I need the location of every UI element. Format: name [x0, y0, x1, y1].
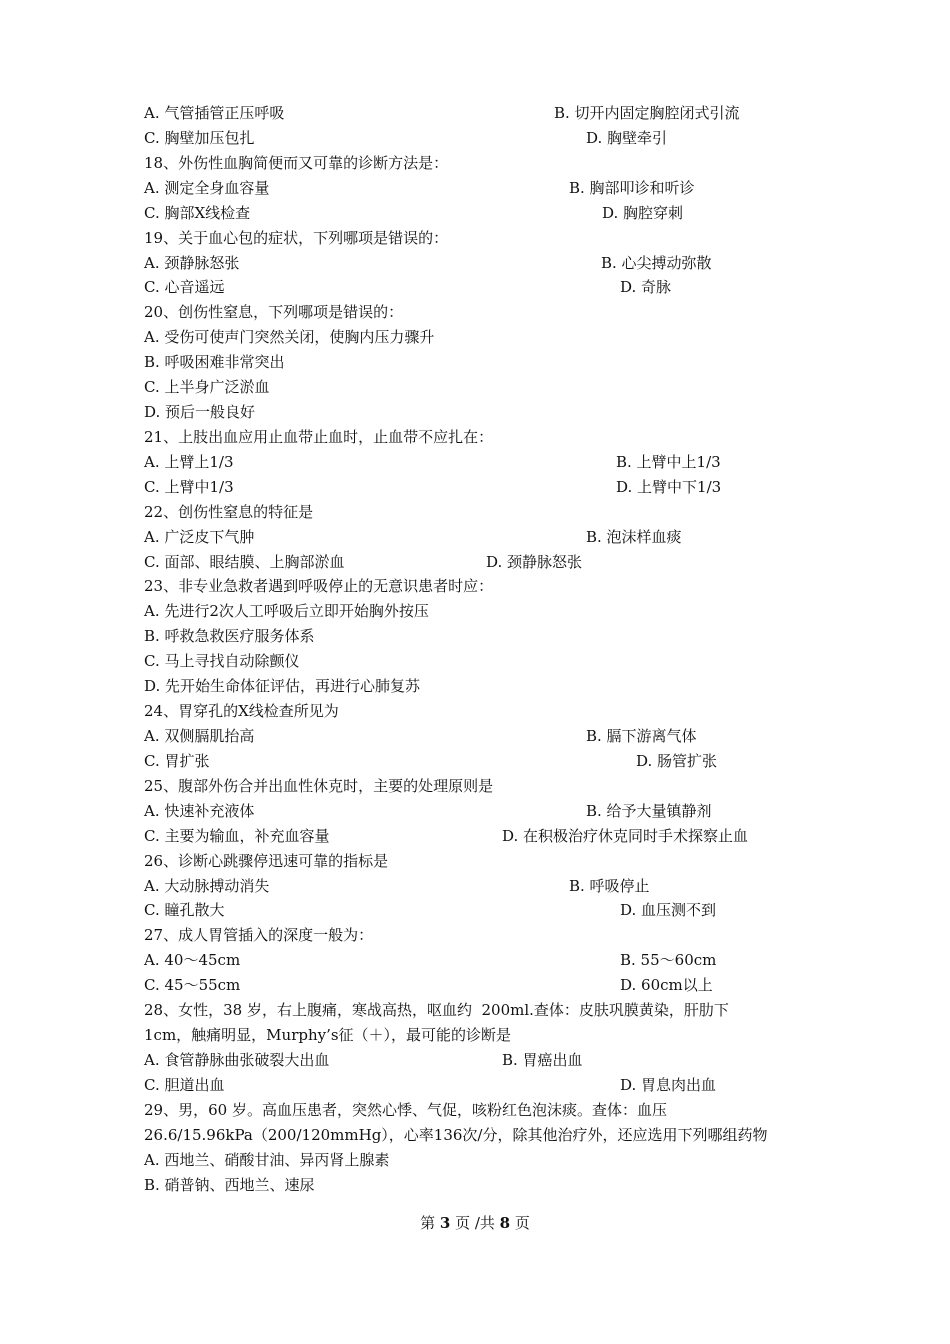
option-right: B. 上臂中上1/3	[616, 453, 721, 471]
option-row	[144, 950, 824, 970]
question-line: 23、非专业急救者遇到呼吸停止的无意识患者时应：	[144, 577, 494, 595]
option-right: B. 切开内固定胸腔闭式引流	[554, 104, 740, 122]
option-left: A. 快速补充液体	[144, 802, 255, 820]
option-row	[144, 1050, 824, 1070]
option-row	[144, 726, 824, 746]
option-left: C. 胆道出血	[144, 1076, 225, 1094]
footer-prefix: 第	[420, 1214, 440, 1232]
option-left: A. 测定全身血容量	[144, 179, 270, 197]
option-right: D. 胸腔穿刺	[602, 204, 684, 222]
option-right: B. 膈下游离气体	[586, 727, 697, 745]
footer-total-pages: 8	[499, 1214, 511, 1232]
question-line: D. 先开始生命体征评估，再进行心肺复苏	[144, 677, 421, 695]
option-left: C. 胸部X线检查	[144, 204, 251, 222]
question-line: A. 受伤可使声门突然关闭，使胸内压力骤升	[144, 328, 435, 346]
option-right: D. 奇脉	[620, 278, 672, 296]
question-line: C. 上半身广泛淤血	[144, 378, 270, 396]
option-left: C. 面部、眼结膜、上胸部淤血	[144, 553, 345, 571]
option-left: A. 上臂上1/3	[144, 453, 234, 471]
option-row	[144, 128, 824, 148]
option-row	[144, 277, 824, 297]
option-right: B. 呼吸停止	[569, 877, 650, 895]
option-left: A. 40～45cm	[144, 951, 241, 969]
option-row	[144, 1075, 824, 1095]
option-left: C. 上臂中1/3	[144, 478, 234, 496]
option-left: C. 主要为输血，补充血容量	[144, 827, 330, 845]
option-row	[144, 178, 824, 198]
option-right: B. 胸部叩诊和听诊	[569, 179, 695, 197]
question-line: 29、男，60 岁。高血压患者，突然心悸、气促，咳粉红色泡沫痰。查体：血压	[144, 1101, 667, 1119]
option-left: C. 胸壁加压包扎	[144, 129, 255, 147]
option-right: D. 血压测不到	[620, 901, 717, 919]
option-right: D. 胃息肉出血	[620, 1076, 717, 1094]
option-right: D. 肠管扩张	[636, 752, 718, 770]
option-left: A. 颈静脉怒张	[144, 254, 240, 272]
question-line: A. 西地兰、硝酸甘油、异丙肾上腺素	[144, 1151, 390, 1169]
page-footer	[0, 1212, 950, 1233]
option-left: A. 广泛皮下气肿	[144, 528, 255, 546]
option-right: D. 在积极治疗休克同时手术探察止血	[502, 827, 749, 845]
option-left: A. 大动脉搏动消失	[144, 877, 270, 895]
question-line: 25、腹部外伤合并出血性休克时，主要的处理原则是	[144, 777, 494, 795]
option-right: B. 心尖搏动弥散	[601, 254, 712, 272]
option-right: D. 胸壁牵引	[586, 129, 668, 147]
question-line: 19、关于血心包的症状，下列哪项是错误的：	[144, 229, 449, 247]
option-row	[144, 103, 824, 123]
question-line: D. 预后一般良好	[144, 403, 256, 421]
question-line: B. 硝普钠、西地兰、速尿	[144, 1176, 315, 1194]
option-row	[144, 477, 824, 497]
question-line: 27、成人胃管插入的深度一般为：	[144, 926, 374, 944]
question-line: 22、创伤性窒息的特征是	[144, 503, 314, 521]
option-left: C. 胃扩张	[144, 752, 210, 770]
footer-suffix: 页	[510, 1214, 530, 1232]
option-row	[144, 900, 824, 920]
question-line: 18、外伤性血胸简便而又可靠的诊断方法是：	[144, 154, 449, 172]
option-row	[144, 826, 824, 846]
question-line: 20、创伤性窒息，下列哪项是错误的：	[144, 303, 404, 321]
option-right: B. 给予大量镇静剂	[586, 802, 712, 820]
question-line: A. 先进行2次人工呼吸后立即开始胸外按压	[144, 602, 429, 620]
option-left: C. 45～55cm	[144, 976, 241, 994]
option-right: D. 60cm以上	[620, 976, 713, 994]
option-right: B. 胃癌出血	[502, 1051, 583, 1069]
option-row	[144, 203, 824, 223]
option-right: B. 55～60cm	[620, 951, 717, 969]
question-line: 21、上肢出血应用止血带止血时，止血带不应扎在：	[144, 428, 494, 446]
option-left: A. 食管静脉曲张破裂大出血	[144, 1051, 330, 1069]
option-row	[144, 975, 824, 995]
question-line: 26、诊断心跳骤停迅速可靠的指标是	[144, 852, 389, 870]
question-line: 28、女性，38 岁，右上腹痛，寒战高热，呕血约 200ml.查体：皮肤巩膜黄染，肝肋下	[144, 1001, 729, 1019]
option-row	[144, 552, 824, 572]
option-row	[144, 452, 824, 472]
question-line: 24、胃穿孔的X线检查所见为	[144, 702, 339, 720]
question-line: B. 呼救急救医疗服务体系	[144, 627, 315, 645]
footer-mid: 页 /共	[450, 1214, 500, 1232]
question-line: B. 呼吸困难非常突出	[144, 353, 285, 371]
option-row	[144, 801, 824, 821]
footer-page-number: 3	[439, 1214, 451, 1232]
option-left: A. 双侧膈肌抬高	[144, 727, 255, 745]
option-right: B. 泡沫样血痰	[586, 528, 682, 546]
option-row	[144, 876, 824, 896]
question-line: 1cm，触痛明显，Murphy’s征（＋），最可能的诊断是	[144, 1026, 512, 1044]
option-right: D. 上臂中下1/3	[616, 478, 722, 496]
option-row	[144, 253, 824, 273]
option-left: C. 瞳孔散大	[144, 901, 225, 919]
option-row	[144, 751, 824, 771]
option-right: D. 颈静脉怒张	[486, 553, 583, 571]
option-row	[144, 527, 824, 547]
question-line: 26.6/15.96kPa（200/120mmHg），心率136次/分，除其他治疗外，还应选用下列哪组药物	[144, 1126, 768, 1144]
question-line: C. 马上寻找自动除颤仪	[144, 652, 300, 670]
option-left: A. 气管插管正压呼吸	[144, 104, 285, 122]
option-left: C. 心音遥远	[144, 278, 225, 296]
